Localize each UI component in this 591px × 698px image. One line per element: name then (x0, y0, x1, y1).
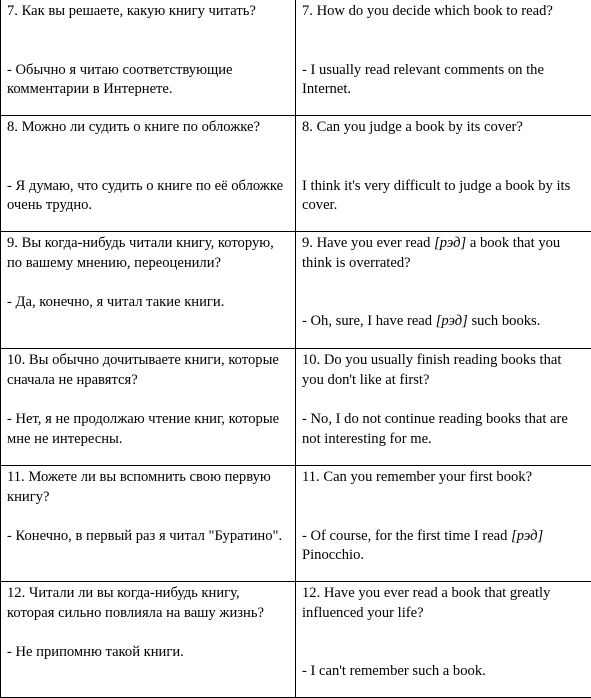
russian-answer: - Конечно, в первый раз я читал "Буратино". (7, 527, 289, 547)
english-cell (296, 116, 591, 232)
english-answer: - I can't remember such a book. (302, 662, 585, 682)
table-row (1, 0, 591, 116)
russian-answer: - Нет, я не продолжаю чтение книг, которые мне не интересны. (7, 410, 289, 449)
russian-answer: - Я думаю, что судить о книге по её обложке очень трудно. (7, 177, 289, 216)
english-question-text: a book that you think is overrated? (302, 235, 560, 271)
english-cell (296, 232, 591, 349)
russian-answer: - Не припомню такой книги. (7, 643, 289, 663)
russian-question: 12. Читали ли вы когда-нибудь книгу, которая сильно повлияла на вашу жизнь? (7, 582, 289, 623)
english-answer-text: Pinocchio. (302, 547, 364, 563)
transcription: [рэд] (511, 528, 543, 544)
transcription: [рэд] (434, 235, 466, 251)
russian-cell (1, 116, 296, 232)
english-answer: - I usually read relevant comments on the Internet. (302, 61, 585, 100)
english-question: 7. How do you decide which book to read? (302, 0, 585, 22)
table-row (1, 466, 591, 582)
english-question: 10. Do you usually finish reading books that you don't like at first? (302, 349, 585, 390)
english-question (302, 232, 585, 273)
russian-question: 11. Можете ли вы вспомнить свою первую книгу? (7, 466, 289, 507)
russian-question: 8. Можно ли судить о книге по обложке? (7, 116, 289, 138)
english-answer: I think it's very difficult to judge a book by its cover. (302, 177, 585, 216)
english-answer (302, 312, 585, 332)
english-answer (302, 527, 585, 566)
english-answer: - No, I do not continue reading books that are not interesting for me. (302, 410, 585, 449)
english-cell (296, 0, 591, 116)
russian-answer: - Обычно я читаю соответствующие комментарии в Интернете. (7, 61, 289, 100)
russian-cell (1, 0, 296, 116)
russian-cell (1, 349, 296, 466)
english-answer-text: such books. (468, 313, 541, 329)
russian-answer: - Да, конечно, я читал такие книги. (7, 293, 289, 313)
english-question: 11. Can you remember your first book? (302, 466, 585, 488)
english-cell (296, 582, 591, 698)
russian-question: 7. Как вы решаете, какую книгу читать? (7, 0, 289, 22)
russian-cell (1, 466, 296, 582)
transcription: [рэд] (436, 313, 468, 329)
english-cell (296, 466, 591, 582)
russian-cell (1, 582, 296, 698)
table-row (1, 232, 591, 349)
russian-question: 10. Вы обычно дочитываете книги, которые сначала не нравятся? (7, 349, 289, 390)
table-row (1, 582, 591, 698)
english-cell (296, 349, 591, 466)
table-row (1, 349, 591, 466)
russian-cell (1, 232, 296, 349)
english-question-text: 9. Have you ever read (302, 235, 434, 251)
english-answer-text: - Oh, sure, I have read (302, 313, 436, 329)
russian-question: 9. Вы когда-нибудь читали книгу, которую, по вашему мнению, переоценили? (7, 232, 289, 273)
english-question: 12. Have you ever read a book that greatly influenced your life? (302, 582, 585, 623)
english-question: 8. Can you judge a book by its cover? (302, 116, 585, 138)
table-row (1, 116, 591, 232)
english-answer-text: - Of course, for the first time I read (302, 528, 511, 544)
